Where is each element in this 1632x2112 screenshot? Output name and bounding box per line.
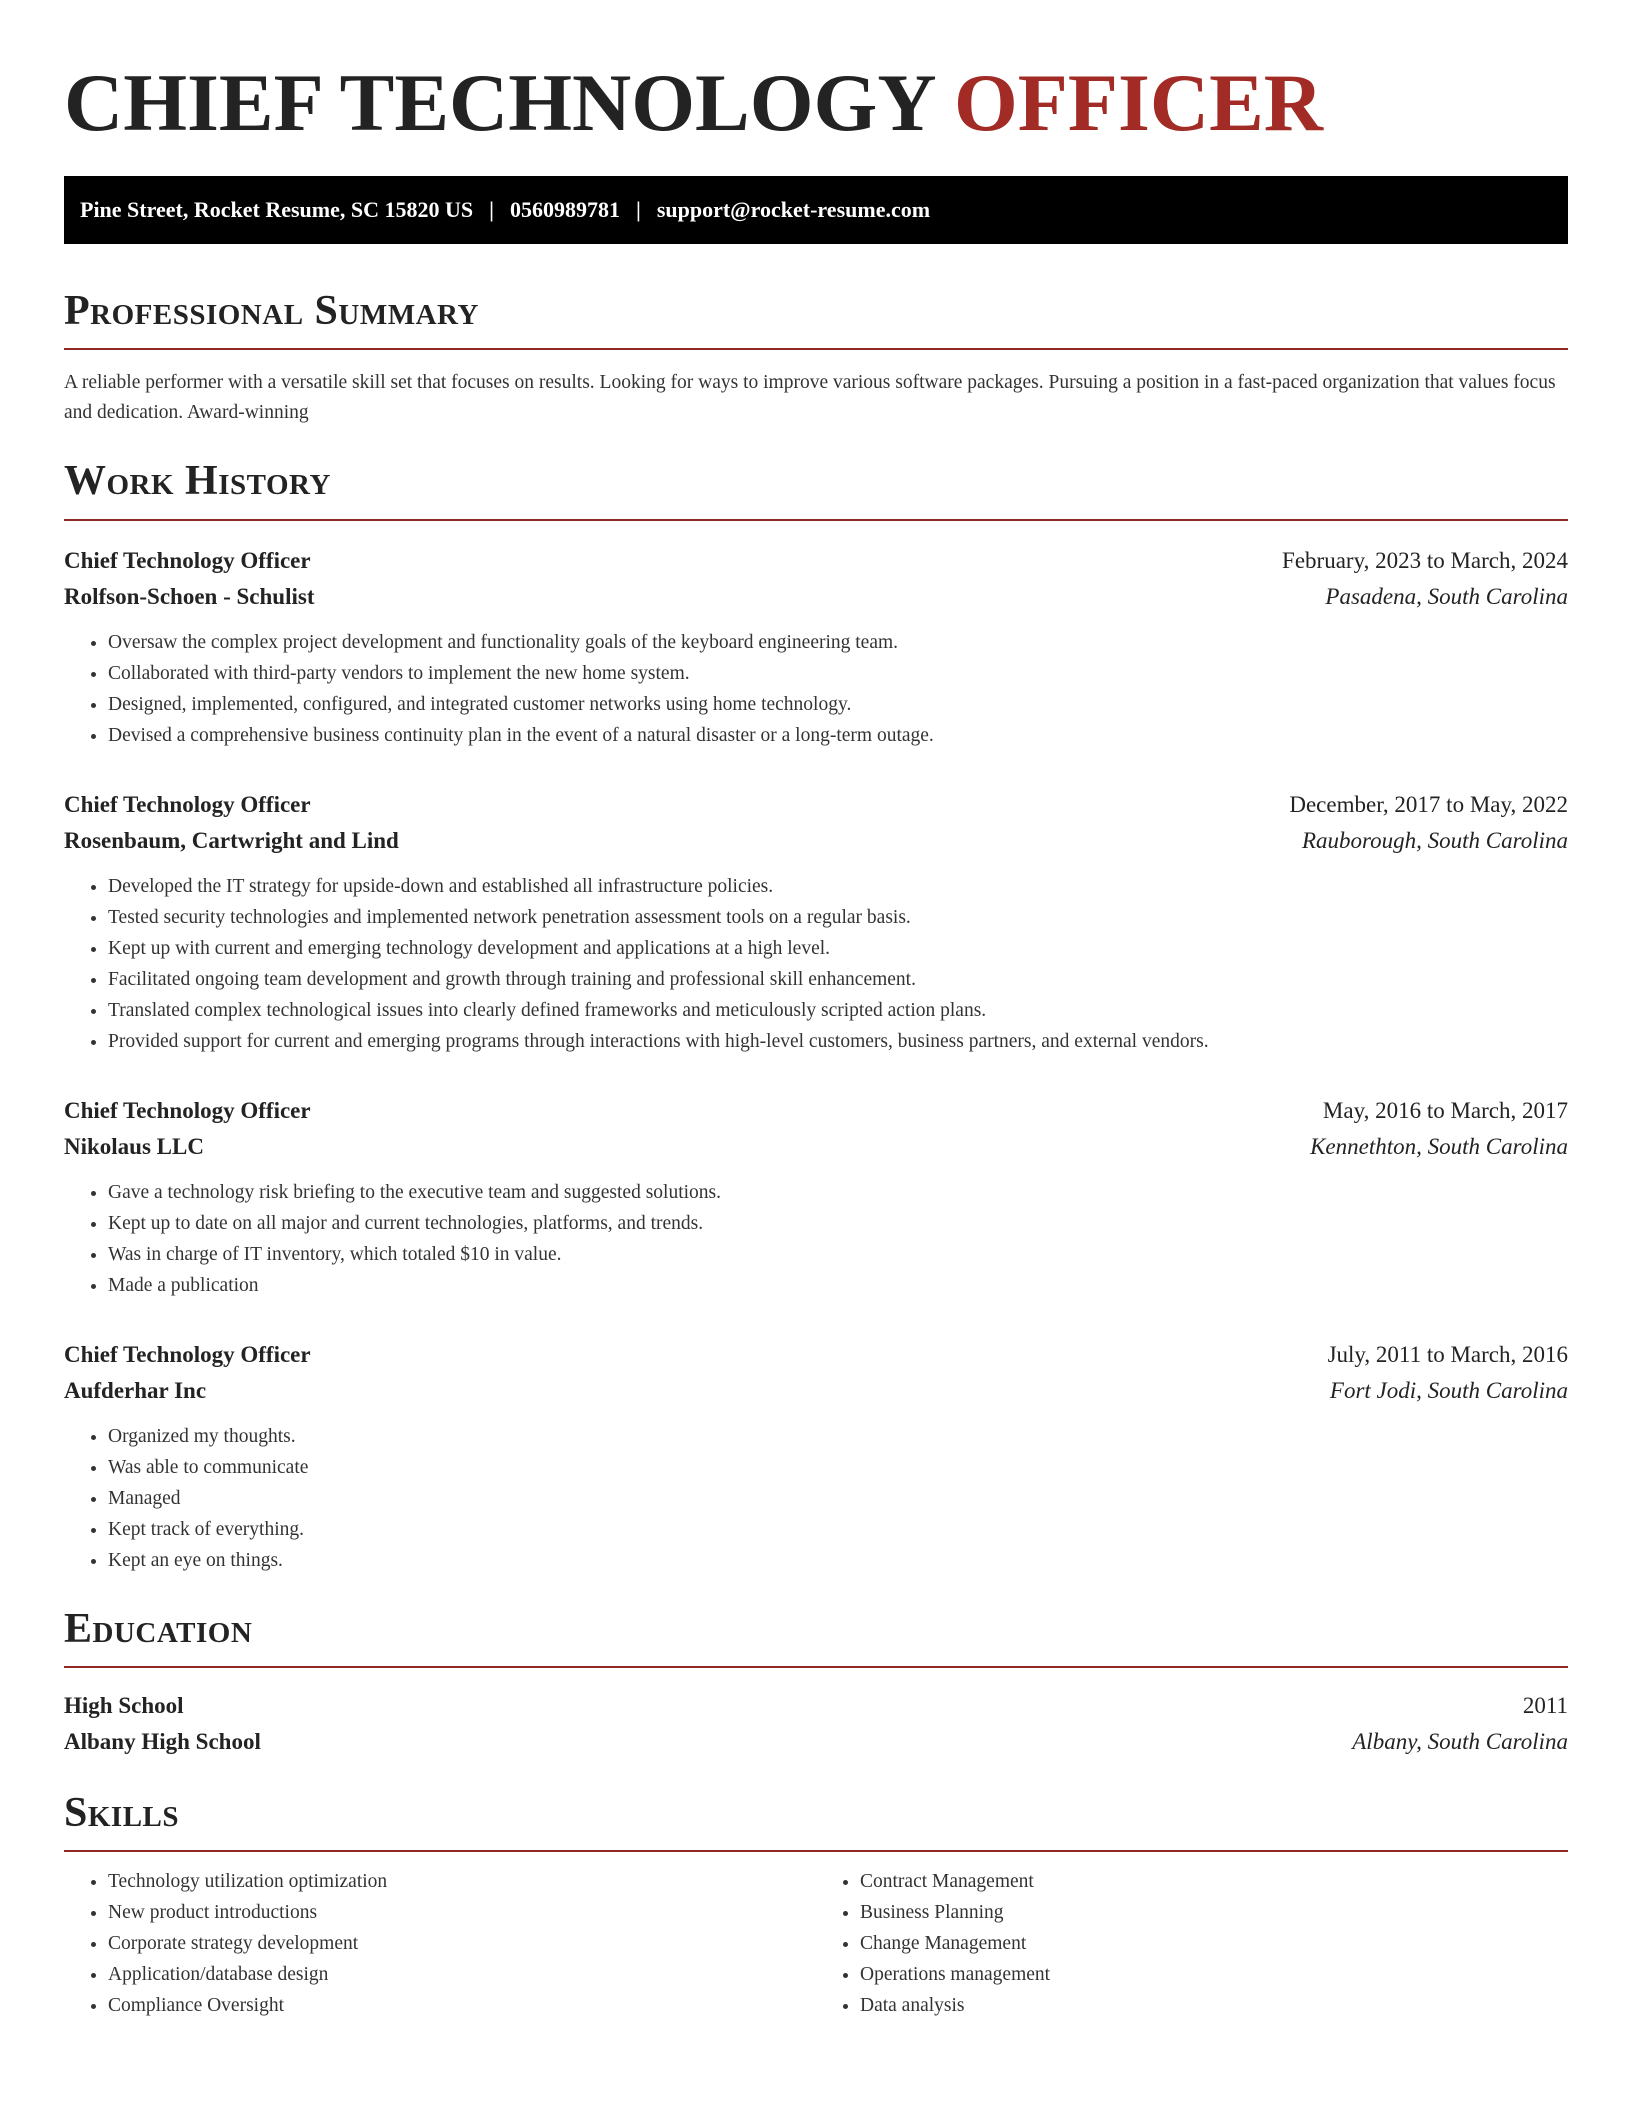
job-location: Fort Jodi, South Carolina	[1329, 1377, 1568, 1403]
job-bullets	[64, 627, 1568, 751]
section-divider	[64, 519, 1568, 521]
section-title-skills: Skills	[64, 1789, 180, 1836]
job-company-row	[64, 579, 1568, 615]
job-role: Chief Technology Officer	[64, 1097, 311, 1123]
job-bullet: • Was able to communicate	[108, 1452, 1568, 1483]
education-section	[64, 1606, 1568, 1760]
job-entry	[64, 1093, 1568, 1301]
skill-item: • Compliance Oversight	[108, 1990, 816, 2021]
summary-section	[64, 288, 1568, 428]
job-dates: July, 2011 to March, 2016	[1327, 1341, 1568, 1367]
job-dates: February, 2023 to March, 2024	[1282, 547, 1568, 573]
job-bullet: • Oversaw the complex project development and functionality goals of the keyboard engineering team.	[108, 627, 1568, 658]
job-company-row	[64, 823, 1568, 859]
section-divider	[64, 1850, 1568, 1852]
contact-separator: |	[489, 197, 494, 223]
section-divider	[64, 348, 1568, 350]
skill-item: • Application/database design	[108, 1959, 816, 1990]
headline-accent: OFFICER	[954, 57, 1323, 148]
job-location: Rauborough, South Carolina	[1301, 827, 1568, 853]
skills-section	[64, 1790, 1568, 2021]
job-bullets	[64, 871, 1568, 1057]
job-header-row	[64, 543, 1568, 579]
job-bullet: • Tested security technologies and implemented network penetration assessment tools on a regular basis.	[108, 902, 1568, 933]
job-role: Chief Technology Officer	[64, 791, 311, 817]
education-header-row	[64, 1688, 1568, 1724]
section-divider	[64, 1666, 1568, 1668]
job-role: Chief Technology Officer	[64, 547, 311, 573]
skill-item: • Change Management	[860, 1928, 1568, 1959]
job-entry	[64, 1337, 1568, 1576]
job-header-row	[64, 1337, 1568, 1373]
skill-item: • New product introductions	[108, 1897, 816, 1928]
job-location: Pasadena, South Carolina	[1325, 583, 1568, 609]
job-company: Rolfson-Schoen - Schulist	[64, 583, 315, 609]
skill-item: • Corporate strategy development	[108, 1928, 816, 1959]
job-bullet: • Designed, implemented, configured, and integrated customer networks using home technology.	[108, 689, 1568, 720]
skill-item: • Business Planning	[860, 1897, 1568, 1928]
job-bullet: • Provided support for current and emerging programs through interactions with high-level customers, business partners, and external vendors.	[108, 1026, 1568, 1057]
skills-list-right	[816, 1866, 1568, 2021]
section-title-education: Education	[64, 1605, 253, 1652]
job-bullet: • Organized my thoughts.	[108, 1421, 1568, 1452]
education-entry	[64, 1688, 1568, 1760]
headline-main: CHIEF TECHNOLOGY	[64, 57, 934, 148]
education-school-row	[64, 1724, 1568, 1760]
education-school: Albany High School	[64, 1728, 261, 1754]
job-bullet: • Was in charge of IT inventory, which totaled $10 in value.	[108, 1239, 1568, 1270]
job-bullet: • Gave a technology risk briefing to the executive team and suggested solutions.	[108, 1177, 1568, 1208]
skill-item: • Contract Management	[860, 1866, 1568, 1897]
job-entry	[64, 543, 1568, 751]
job-bullet: • Translated complex technological issues into clearly defined frameworks and meticulously scripted action plans.	[108, 995, 1568, 1026]
contact-email: support@rocket-resume.com	[656, 197, 931, 223]
job-company-row	[64, 1373, 1568, 1409]
resume-headline	[64, 58, 1568, 148]
job-company-row	[64, 1129, 1568, 1165]
job-header-row	[64, 1093, 1568, 1129]
job-company: Nikolaus LLC	[64, 1133, 204, 1159]
job-bullet: • Facilitated ongoing team development and growth through training and professional skill enhancement.	[108, 964, 1568, 995]
job-bullets	[64, 1421, 1568, 1576]
job-bullet: • Made a publication	[108, 1270, 1568, 1301]
job-role: Chief Technology Officer	[64, 1341, 311, 1367]
work-history-section	[64, 458, 1568, 1575]
job-bullet: • Devised a comprehensive business continuity plan in the event of a natural disaster or a long-term outage.	[108, 720, 1568, 751]
job-entry	[64, 787, 1568, 1057]
job-bullet: • Developed the IT strategy for upside-down and established all infrastructure policies.	[108, 871, 1568, 902]
job-bullet: • Kept up to date on all major and current technologies, platforms, and trends.	[108, 1208, 1568, 1239]
job-bullet: • Kept track of everything.	[108, 1514, 1568, 1545]
education-location: Albany, South Carolina	[1352, 1728, 1568, 1754]
job-dates: May, 2016 to March, 2017	[1322, 1097, 1568, 1123]
job-header-row	[64, 787, 1568, 823]
skill-item: • Data analysis	[860, 1990, 1568, 2021]
education-year: 2011	[1522, 1692, 1568, 1718]
skill-item: • Operations management	[860, 1959, 1568, 1990]
job-dates: December, 2017 to May, 2022	[1289, 791, 1568, 817]
skills-columns	[64, 1866, 1568, 2021]
job-company: Rosenbaum, Cartwright and Lind	[64, 827, 399, 853]
job-location: Kennethton, South Carolina	[1310, 1133, 1568, 1159]
job-bullet: • Kept up with current and emerging technology development and applications at a high level.	[108, 933, 1568, 964]
contact-separator: |	[635, 197, 641, 223]
job-company: Aufderhar Inc	[64, 1377, 207, 1403]
skill-item: • Technology utilization optimization	[108, 1866, 816, 1897]
job-bullet: • Collaborated with third-party vendors to implement the new home system.	[108, 658, 1568, 689]
job-bullet: • Kept an eye on things.	[108, 1545, 1568, 1576]
contact-phone: 0560989781	[509, 197, 620, 223]
job-bullets	[64, 1177, 1568, 1301]
contact-address: Pine Street, Rocket Resume, SC 15820 US	[80, 197, 474, 223]
summary-text: A reliable performer with a versatile skill set that focuses on results. Looking for ways to improve various software packages. Pursuing a position in a fast-paced organization that values focus and dedication. Award-winning	[64, 372, 1556, 424]
job-bullet: • Managed	[108, 1483, 1568, 1514]
education-degree: High School	[64, 1692, 184, 1718]
section-title-work-history: Work History	[64, 458, 331, 505]
skills-list-left	[64, 1866, 816, 2021]
contact-bar	[64, 176, 1568, 244]
section-title-summary: Professional Summary	[64, 288, 479, 335]
